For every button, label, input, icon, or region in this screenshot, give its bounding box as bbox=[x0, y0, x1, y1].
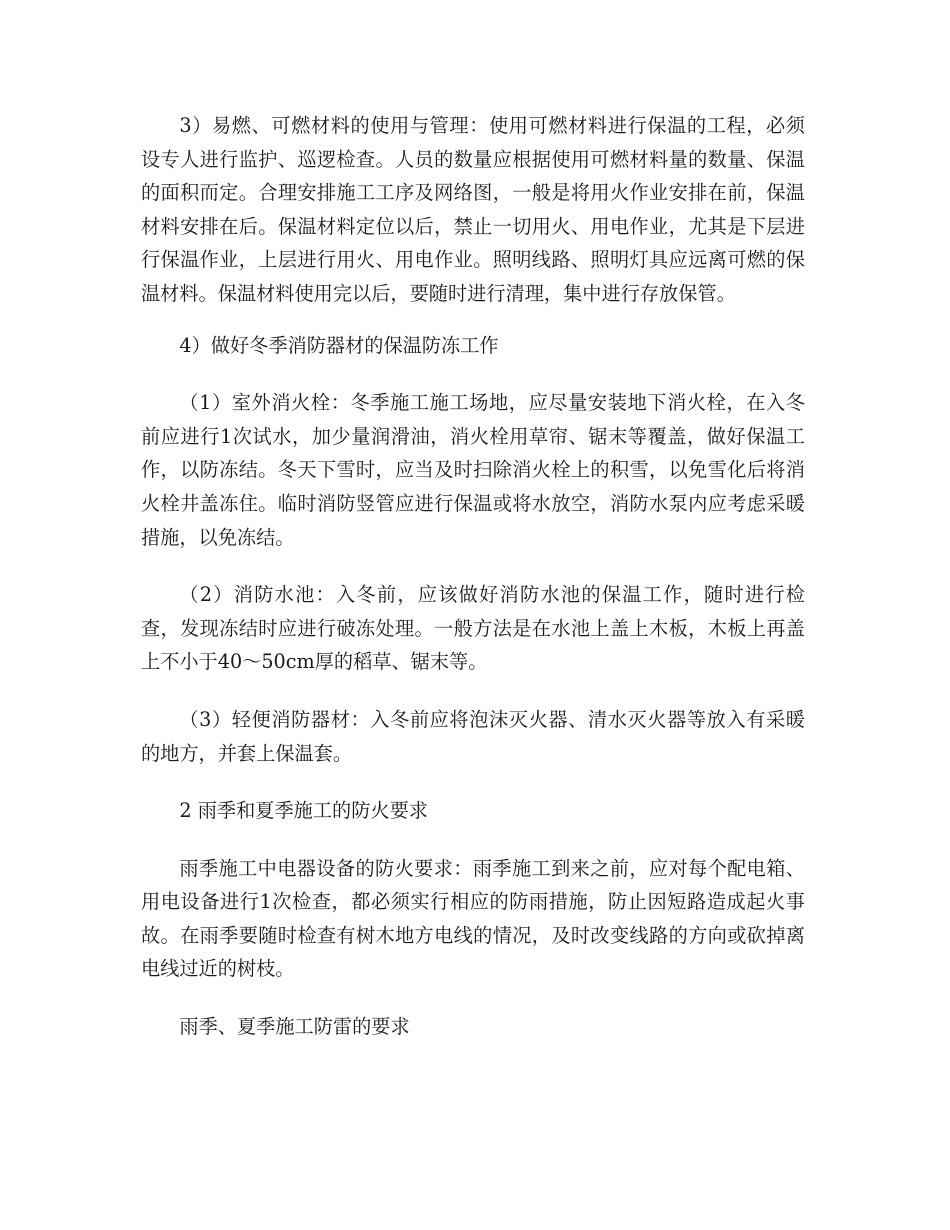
heading-lightning-protection: 雨季、夏季施工防雷的要求 bbox=[179, 1015, 410, 1039]
document-body bbox=[141, 109, 805, 1044]
paragraph-fire-pool: （2）消防水池：入冬前，应该做好消防水池的保温工作，随时进行检查，发现冻结时应进行破冻处理。一般方法是在水池上盖上木板，木板上再盖上不小于40～50cm厚的稻草、锯末等。 bbox=[141, 583, 805, 674]
heading-rainy-summer: 2 雨季和夏季施工的防火要求 bbox=[179, 799, 428, 823]
paragraph-electrical-equipment: 雨季施工中电器设备的防火要求：雨季施工到来之前，应对每个配电箱、用电设备进行1次检查，都必须实行相应的防雨措施，防止因短路造成起火事故。在雨季要随时检查有树木地方电线的情况，及时改变线路的方向或砍掉离电线过近的树枝。 bbox=[141, 856, 805, 981]
paragraph-flammable-materials: 3）易燃、可燃材料的使用与管理：使用可燃材料进行保温的工程，必须设专人进行监护、巡逻检查。人员的数量应根据使用可燃材料量的数量、保温的面积而定。合理安排施工工序及网络图，一般是将用火作业安排在前，保温材料安排在后。保温材料定位以后，禁止一切用火、用电作业，尤其是下层进行保温作业，上层进行用火、用电作业。照明线路、照明灯具应远离可燃的保温材料。保温材料使用完以后，要随时进行清理，集中进行存放保管。 bbox=[141, 114, 805, 305]
paragraph-portable-equipment: （3）轻便消防器材：入冬前应将泡沫灭火器、清水灭火器等放入有采暖的地方，并套上保温套。 bbox=[141, 707, 805, 765]
paragraph-outdoor-hydrant: （1）室外消火栓：冬季施工施工场地，应尽量安装地下消火栓，在入冬前应进行1次试水，加少量润滑油，消火栓用草帘、锯末等覆盖，做好保温工作，以防冻结。冬天下雪时，应当及时扫除消火栓上的积雪，以免雪化后将消火栓井盖冻住。临时消防竖管应进行保温或将水放空，消防水泵内应考虑采暖措施，以免冻结。 bbox=[141, 391, 805, 549]
heading-winter-fire-equipment: 4）做好冬季消防器材的保温防冻工作 bbox=[179, 333, 499, 357]
